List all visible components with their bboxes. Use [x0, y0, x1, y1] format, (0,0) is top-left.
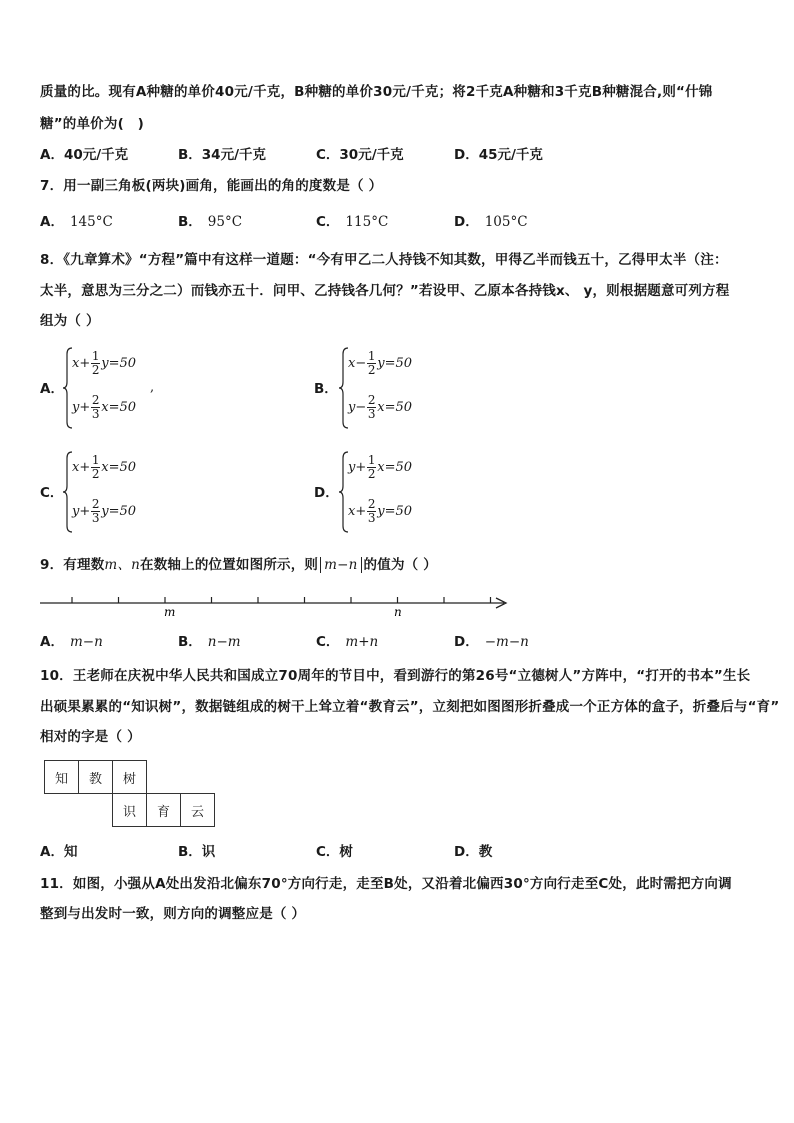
q9-stem-abs: m−n — [320, 557, 361, 573]
q7-option-b-value: 95°C — [207, 214, 243, 230]
q9-option-a[interactable] — [40, 633, 103, 651]
eq-right: y=50 — [377, 504, 413, 519]
q8-stem-line1: 8．《九章算术》“方程”篇中有这样一道题：“今有甲乙二人持钱不知其数，甲得乙半而钱五十，乙得甲太半（注： — [40, 252, 728, 268]
q9-stem-vars: m、n — [104, 557, 141, 573]
fraction-denominator: 2 — [367, 363, 376, 377]
q10-stem-line1: 10．王老师在庆祝中华人民共和国成立70周年的节目中，看到游行的第26号“立德树人”方阵中，“打开的书本”生长 — [40, 668, 751, 684]
eq-right: x=50 — [377, 400, 413, 415]
q8-option-b-key: B． — [314, 381, 338, 397]
q8-option-c-eq2 — [72, 498, 136, 525]
q8-option-a-trail: , — [150, 380, 155, 395]
q9-option-c-value: m+n — [345, 634, 379, 650]
eq-right: x=50 — [101, 460, 137, 475]
eq-right: x=50 — [101, 400, 137, 415]
q6-option-c[interactable]: C．30元/千克 — [316, 147, 404, 163]
q8-option-b-eq1 — [348, 350, 412, 377]
q6-option-d[interactable]: D．45元/千克 — [454, 147, 543, 163]
fraction-denominator: 3 — [367, 511, 376, 525]
q11-stem-line2: 整到与出发时一致，则方向的调整应是（ ） — [40, 906, 306, 922]
q8-option-d-key: D． — [314, 485, 339, 501]
q7-option-a[interactable] — [40, 213, 113, 231]
q7-option-a-key: A． — [40, 214, 64, 230]
q7-option-b[interactable] — [178, 213, 242, 231]
q7-option-d[interactable] — [454, 213, 528, 231]
fraction-denominator: 2 — [91, 363, 100, 377]
q10-stem-line3: 相对的字是（ ） — [40, 729, 141, 745]
eq-right: x=50 — [377, 460, 413, 475]
q9-stem-part3: 的值为（ ） — [363, 557, 437, 573]
q10-option-a[interactable]: A．知 — [40, 844, 78, 860]
q6-stem-line2: 糖”的单价为( ) — [40, 116, 145, 132]
q7-option-b-key: B． — [178, 214, 202, 230]
eq-left: y+ — [72, 504, 91, 519]
eq-right: y=50 — [101, 356, 137, 371]
eq-right: y=50 — [101, 504, 137, 519]
q8-option-b-system — [338, 346, 448, 430]
eq-left: x+ — [348, 504, 367, 519]
q7-option-c-value: 115°C — [345, 214, 389, 230]
q9-option-b-value: n−m — [207, 634, 241, 650]
q8-option-b-eq2 — [348, 394, 412, 421]
eq-right: y=50 — [377, 356, 413, 371]
q6-option-b[interactable]: B．34元/千克 — [178, 147, 267, 163]
q11-stem-line1: 11．如图，小强从A处出发沿北偏东70°方向行走，走至B处，又沿着北偏西30°方向行走至C处，此时需把方向调 — [40, 876, 732, 892]
q7-option-c-key: C． — [316, 214, 340, 230]
q9-option-d[interactable] — [454, 633, 529, 651]
q7-option-d-key: D． — [454, 214, 479, 230]
q9-stem-part1: 9．有理数 — [40, 557, 105, 573]
cube-net-cell: 识 — [112, 793, 147, 827]
q10-option-b[interactable]: B．识 — [178, 844, 216, 860]
q7-stem: 7．用一副三角板(两块)画角，能画出的角的度数是（ ） — [40, 178, 383, 194]
q7-option-d-value: 105°C — [484, 214, 528, 230]
q8-option-a-eq2 — [72, 394, 136, 421]
q8-stem-line3: 组为（ ） — [40, 313, 100, 329]
q10-option-d[interactable]: D．教 — [454, 844, 493, 860]
q8-option-a-system — [62, 346, 172, 430]
q6-stem-line1: 质量的比。现有A种糖的单价40元/千克，B种糖的单价30元/千克；将2千克A种糖和3千克B种糖混合,则“什锦 — [40, 84, 713, 100]
q8-option-c-key: C． — [40, 485, 64, 501]
q9-option-d-value: −m−n — [484, 634, 529, 650]
q8-option-d-eq1 — [348, 454, 412, 481]
fraction-numerator: 1 — [367, 453, 376, 467]
q8-stem-line2: 太半，意思为三分之二）而钱亦五十．问甲、乙持钱各几何？”若设甲、乙原本各持钱x、 y，则根据题意可列方程 — [40, 283, 730, 299]
q10-option-c[interactable]: C．树 — [316, 844, 353, 860]
fraction-numerator: 1 — [91, 349, 100, 363]
q8-option-c-system — [62, 450, 172, 534]
q7-option-a-value: 145°C — [69, 214, 113, 230]
fraction-numerator: 2 — [91, 393, 100, 407]
q6-option-a[interactable]: A．40元/千克 — [40, 147, 129, 163]
fraction-denominator: 3 — [91, 407, 100, 421]
q9-option-d-key: D． — [454, 634, 479, 650]
q10-stem-line2: 出硕果累累的“知识树”，数据链组成的树干上耸立着“教育云”，立刻把如图图形折叠成一个正方体的盒子，折叠后与“育” — [40, 699, 780, 715]
number-line-label-m: m — [164, 605, 176, 619]
q9-option-b-key: B． — [178, 634, 202, 650]
fraction-numerator: 2 — [367, 393, 376, 407]
q9-stem — [40, 556, 437, 574]
number-line-label-n: n — [394, 605, 402, 619]
fraction-numerator: 2 — [91, 497, 100, 511]
q8-option-d-eq2 — [348, 498, 412, 525]
fraction-numerator: 1 — [367, 349, 376, 363]
cube-net-cell: 育 — [146, 793, 181, 827]
q9-option-c-key: C． — [316, 634, 340, 650]
cube-net-cell: 知 — [44, 760, 79, 794]
fraction-denominator: 2 — [367, 467, 376, 481]
q8-option-a-eq1 — [72, 350, 136, 377]
q7-option-c[interactable] — [316, 213, 388, 231]
q9-option-a-value: m−n — [69, 634, 103, 650]
q8-option-d-system — [338, 450, 448, 534]
q8-option-a-key: A． — [40, 381, 64, 397]
eq-left: x+ — [72, 356, 91, 371]
cube-net-cell: 树 — [112, 760, 147, 794]
eq-left: x− — [348, 356, 367, 371]
fraction-numerator: 2 — [367, 497, 376, 511]
fraction-denominator: 3 — [367, 407, 376, 421]
cube-net-cell: 教 — [78, 760, 113, 794]
q9-option-c[interactable] — [316, 633, 378, 651]
q9-option-b[interactable] — [178, 633, 241, 651]
fraction-numerator: 1 — [91, 453, 100, 467]
eq-left: x+ — [72, 460, 91, 475]
number-line — [38, 590, 514, 620]
fraction-denominator: 3 — [91, 511, 100, 525]
q9-option-a-key: A． — [40, 634, 64, 650]
eq-left: y+ — [72, 400, 91, 415]
q9-stem-part2: 在数轴上的位置如图所示，则 — [140, 557, 319, 573]
eq-left: y− — [348, 400, 367, 415]
eq-left: y+ — [348, 460, 367, 475]
cube-net-cell: 云 — [180, 793, 215, 827]
fraction-denominator: 2 — [91, 467, 100, 481]
q8-option-c-eq1 — [72, 454, 136, 481]
